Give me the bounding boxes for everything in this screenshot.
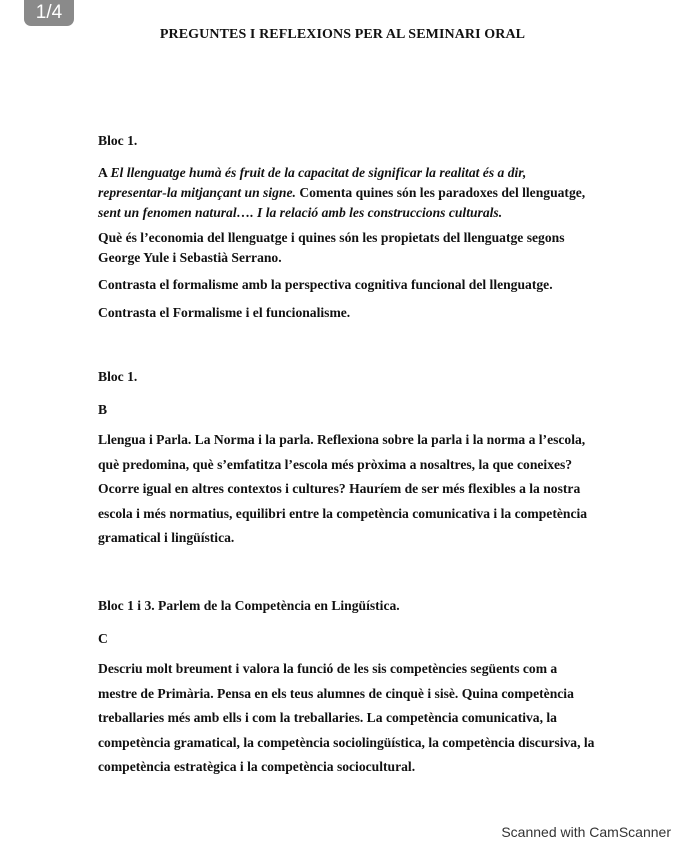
bloc-a-question-1 (98, 163, 598, 223)
q1-normal-part: Comenta quines són les paradoxes del llenguatge, (299, 185, 586, 200)
q1-letter: A (98, 165, 108, 180)
bloc-c-letter: C (98, 631, 108, 646)
bloc-c-heading: Bloc 1 i 3. Parlem de la Competència en Lingüística. (98, 598, 400, 613)
bloc-a-heading: Bloc 1. (98, 133, 138, 148)
bloc-a-question-3: Contrasta el formalisme amb la perspectiva cognitiva funcional del llenguatge. (98, 277, 553, 292)
q1-italic-part-2: sent un fenomen natural…. I la relació amb les construccions culturals. (98, 205, 503, 220)
page-title: PREGUNTES I REFLEXIONS PER AL SEMINARI ORAL (159, 27, 526, 42)
q1-italic-part-1: El llenguatge humà és fruit de la capacitat de significar la realitat és a dir, representar-la mitjançant un signe. (98, 165, 527, 200)
page-indicator-badge: 1/4 (24, 0, 74, 26)
bloc-a-question-4: Contrasta el Formalisme i el funcionalisme. (98, 305, 351, 320)
bloc-b-letter: B (98, 402, 108, 417)
bloc-b-heading: Bloc 1. (98, 369, 138, 384)
bloc-a-question-2: Què és l’economia del llenguatge i quines són les propietats del llenguatge segons George Yule i Sebastià Serrano. (98, 230, 565, 265)
bloc-b-text: Llengua i Parla. La Norma i la parla. Reflexiona sobre la parla i la norma a l’escola, què predomina, què s’emfatitza l’escola més pròxima a nosaltres, la que coneixes? Ocorre igual en altres contextos i cultures? Hauríem de ser més flexibles a la nostra escola i més normatius, equilibri entre la competència comunicativa i la competència gramatical i lingüística. (98, 432, 588, 545)
scanner-watermark: Scanned with CamScanner (501, 824, 671, 840)
bloc-c-text: Descriu molt breument i valora la funció de les sis competències següents com a mestre de Primària. Pensa en els teus alumnes de cinquè i sisè. Quina competència treballaries més amb ells i com la treballaries. La competència comunicativa, la competència gramatical, la competència sociolingüística, la competència discursiva, la competència estratègica i la competència sociocultural. (98, 661, 595, 774)
